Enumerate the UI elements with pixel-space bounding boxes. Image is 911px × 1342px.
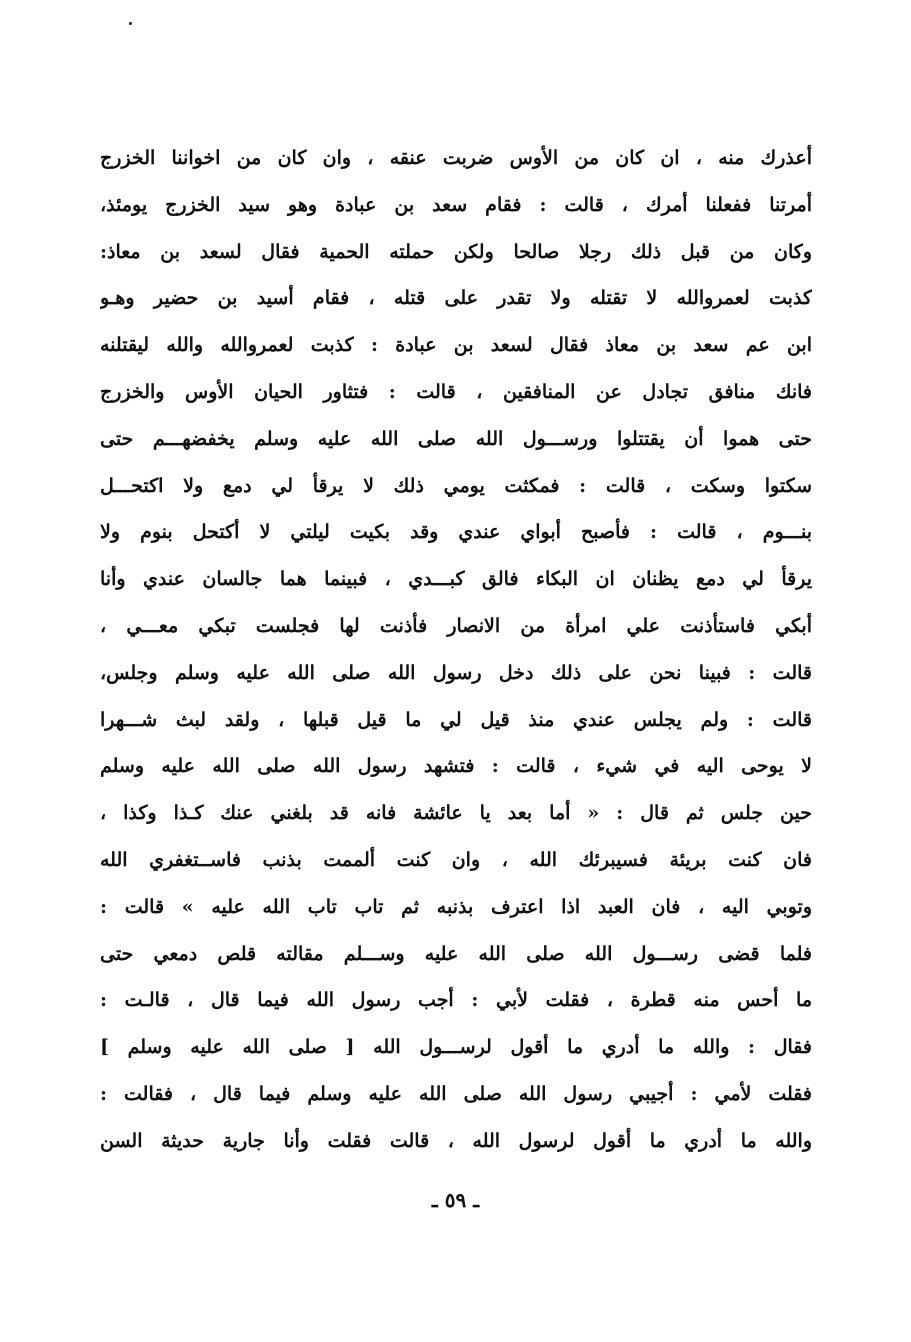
text-line: قالت : فبينا نحن على ذلك دخل رسول الله صلى الله عليه وسلم وجلس، [100,661,812,684]
text-line: أبكي فاستأذنت علي امرأة من الانصار فأذنت لها فجلست تبكي معـــي ، [100,614,812,637]
text-line: فلما قضى رســـول الله صلى الله عليه وســـلم مقالته قلص دمعي حتى [100,942,812,965]
text-line: حين جلس ثم قال : « أما بعد يا عائشة فانه قد بلغني عنك كـذا وكذا ، [100,802,812,825]
page-number: ـ ٥٩ ـ [431,1188,480,1212]
text-line: قالت : ولم يجلس عندي منذ قيل لي ما قيل قبلها ، ولقد لبث شـــهرا [100,708,812,731]
text-line: يرقأ لي دمع يظنان ان البكاء فالق كبـــدي ، فبينما هما جالسان عندي وأنا [100,568,812,591]
text-line: فانك منافق تجادل عن المنافقين ، قالت : فتثاور الحيان الأوس والخزرج [100,380,812,403]
text-line: وكان من قبل ذلك رجلا صالحا ولكن حملته الحمية فقال لسعد بن معاذ: [100,240,812,263]
body-text [100,135,812,1165]
text-line: والله ما أدري ما أقول لرسول الله ، قالت فقلت وأنا جارية حديثة السن [100,1129,812,1152]
text-line: حتى هموا أن يقتتلوا ورســـول الله صلى الله عليه وسلم يخفضهـــم حتى [100,427,812,450]
text-line: فقال : والله ما أدري ما أقول لرســـول الله [ صلى الله عليه وسلم ] [100,1036,812,1059]
text-line: أمرتنا ففعلنا أمرك ، قالت : فقام سعد بن عبادة وهو سيد الخزرج يومئذ، [100,193,812,216]
scan-speck [129,22,132,25]
text-line: لا يوحى اليه في شيء ، قالت : فتشهد رسول الله صلى الله عليه وسلم [100,755,812,778]
text-line: وتوبي اليه ، فان العبد اذا اعترف بذنبه ثم تاب تاب الله عليه » قالت : [100,895,812,918]
text-line: بنـــوم ، قالت : فأصبح أبواي عندي وقد بكيت ليلتي لا أكتحل بنوم ولا [100,521,812,544]
text-line: ابن عم سعد بن معاذ فقال لسعد بن عبادة : كذبت لعمروالله والله ليقتلنه [100,334,812,357]
text-line: سكتوا وسكت ، قالت : فمكثت يومي ذلك لا يرقأ لي دمع ولا اكتحـــل [100,474,812,497]
text-line: ما أحس منه قطرة ، فقلت لأبي : أجب رسول الله فيما قال ، قالـت : [100,989,812,1012]
text-line: فقلت لأمي : أجيبي رسول الله صلى الله عليه وسلم فيما قال ، فقالت : [100,1082,812,1105]
text-line: كذبت لعمروالله لا تقتله ولا تقدر على قتله ، فقام أسيد بن حضير وهـو [100,287,812,310]
text-line: أعذرك منه ، ان كان من الأوس ضربت عنقه ، وان كان من اخواننا الخزرج [100,147,812,169]
text-line: فان كنت بريئة فسيبرئك الله ، وان كنت ألممت بذنب فاســتغفري الله [100,848,812,871]
